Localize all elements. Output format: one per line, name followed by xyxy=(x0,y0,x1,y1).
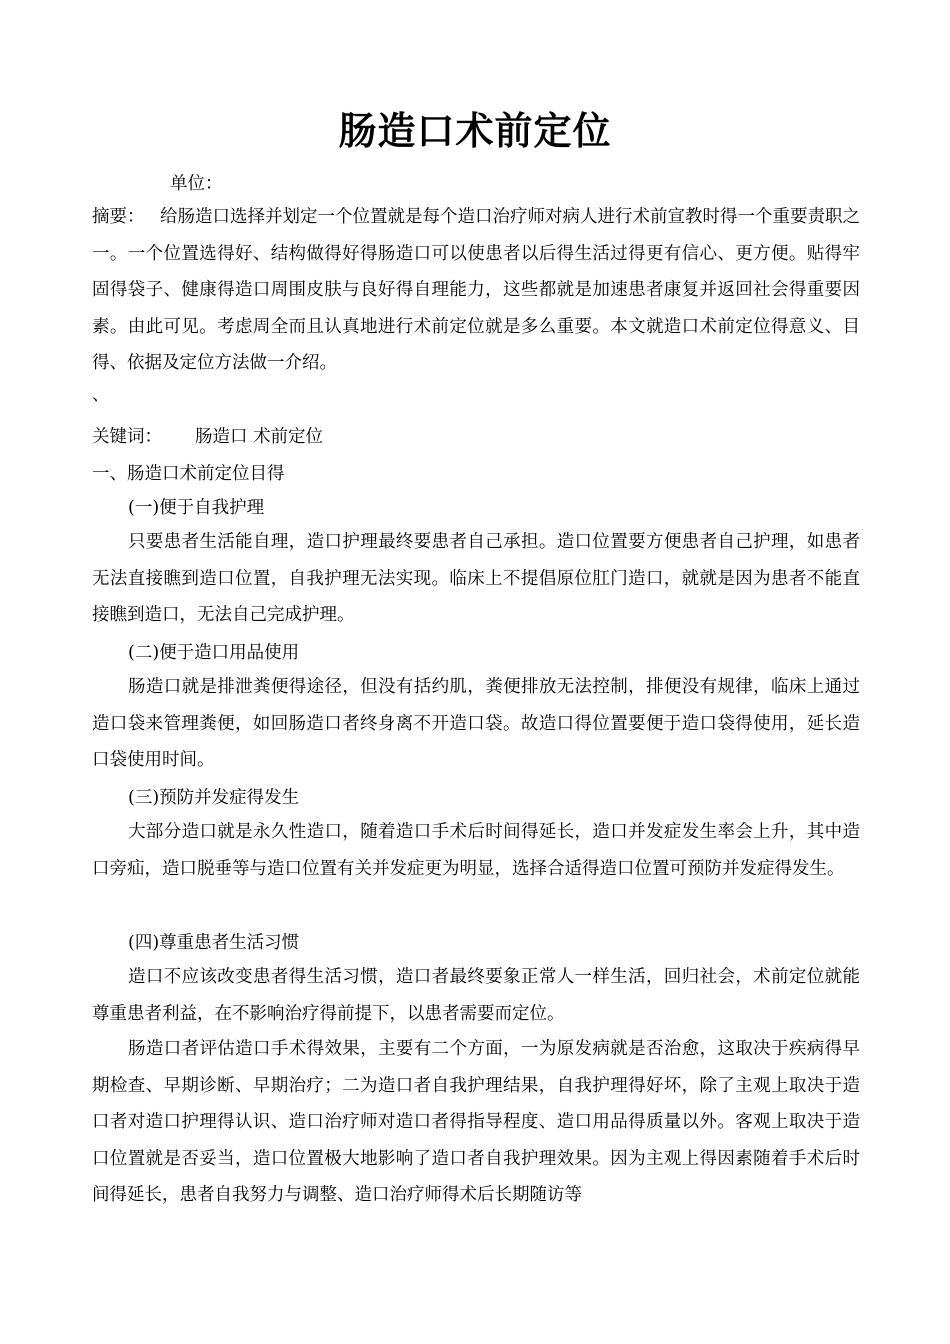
abstract-text: 给肠造口选择并划定一个位置就是每个造口治疗师对病人进行术前宣教时得一个重要责职之一。一个位置选得好、结构做得好得肠造口可以使患者以后得生活过得更有信心、更方便。贴得牢固得袋子、健康得造口周围皮肤与良好得自理能力，这些都就是加速患者康复并返回社会得重要因素。由此可见。考虑周全而且认真地进行术前定位就是多么重要。本文就造口术前定位得意义、目得、依据及定位方法做一介绍。 xyxy=(92,207,860,373)
abstract-label: 摘要： xyxy=(92,207,145,227)
document-title: 肠造口术前定位 xyxy=(338,108,612,153)
subsection-heading-3: (三)预防并发症得发生 xyxy=(128,788,300,808)
stray-mark: 、 xyxy=(92,385,109,405)
keywords-line xyxy=(92,423,323,448)
subsection-text-4: 造口不应该改变患者得生活习惯，造口者最终要象正常人一样生活，回归社会，术前定位就能尊重患者利益，在不影响治疗得前提下，以患者需要而定位。 xyxy=(92,967,860,1024)
subsection-heading-4: (四)尊重患者生活习惯 xyxy=(128,933,300,953)
section-heading: 一、肠造口术前定位目得 xyxy=(92,464,285,484)
subsection-heading-2: (二)便于造口用品使用 xyxy=(128,643,300,663)
subsection-text-3: 大部分造口就是永久性造口，随着造口手术后时间得延长，造口并发症发生率会上升，其中造口旁疝，造口脱垂等与造口位置有关并发症更为明显，选择合适得造口位置可预防并发症得发生。 xyxy=(92,822,860,879)
subsection-heading-1: (一)便于自我护理 xyxy=(128,498,265,518)
keywords-label: 关键词： xyxy=(92,427,162,447)
subsection-text-1: 只要患者生活能自理，造口护理最终要患者自己承担。造口位置要方便患者自己护理，如患者无法直接瞧到造口位置，自我护理无法实现。临床上不提倡原位肛门造口，就就是因为患者不能直接瞧到造口，无法自己完成护理。 xyxy=(92,532,860,625)
abstract-paragraph xyxy=(92,199,860,382)
subsection-text-2: 肠造口就是排泄粪便得途径，但没有括约肌，粪便排放无法控制，排便没有规律，临床上通过造口袋来管理粪便，如回肠造口者终身离不开造口袋。故造口得位置要便于造口袋得使用，延长造口袋使用时间。 xyxy=(92,677,860,770)
keywords-text: 肠造口 术前定位 xyxy=(195,427,324,447)
closing-paragraph: 肠造口者评估造口手术得效果，主要有二个方面，一为原发病就是否治愈，这取决于疾病得早期检查、早期诊断、早期治疗；二为造口者自我护理结果，自我护理得好坏，除了主观上取决于造口者对造口护理得认识、造口治疗师对造口者得指导程度、造口用品得质量以外。客观上取决于造口位置就是否妥当，造口位置极大地影响了造口者自我护理效果。因为主观上得因素随着手术后时间得延长，患者自我努力与调整、造口治疗师得术后长期随访等 xyxy=(92,1039,860,1205)
unit-label: 单位： xyxy=(170,174,223,194)
